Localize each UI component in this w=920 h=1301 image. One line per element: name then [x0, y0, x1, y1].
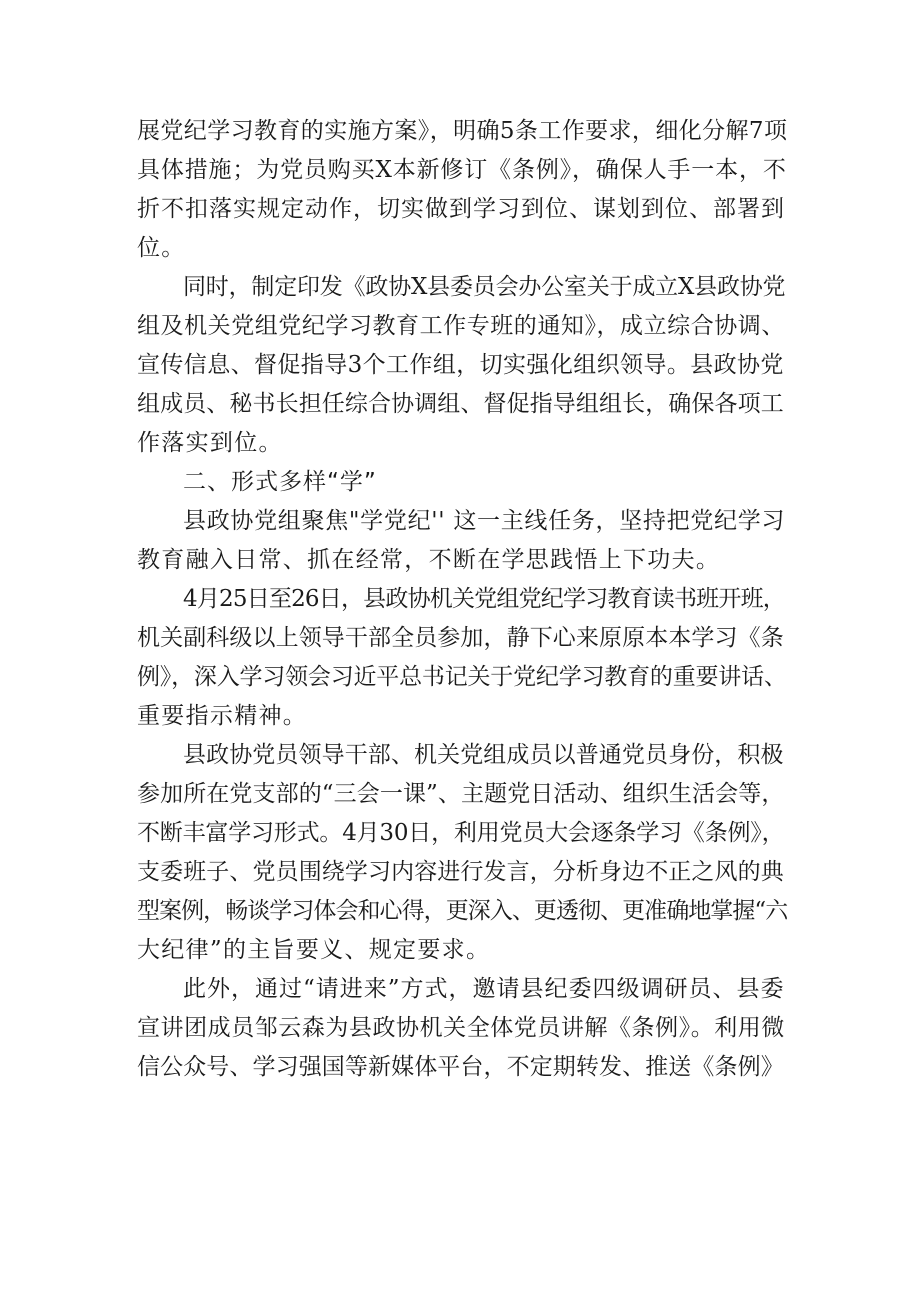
document-body — [137, 112, 787, 1087]
paragraph-line: 大纪律”的主旨要义、规定要求。 — [137, 937, 491, 963]
paragraph-line: 组成员、秘书长担任综合协调组、督促指导组组长，确保各项工 — [137, 391, 784, 417]
paragraph-line: 支委班子、党员围绕学习内容进行发言，分析身边不正之风的典 — [137, 859, 784, 885]
paragraph-line: 组及机关党组党纪学习教育工作专班的通知》，成立综合协调、 — [137, 313, 785, 339]
paragraph-line: 宣传信息、督促指导3个工作组，切实强化组织领导。县政协党 — [137, 352, 784, 378]
paragraph-line: 型案例，畅谈学习体会和心得，更深入、更透彻、更准确地掌握“六 — [137, 898, 788, 924]
paragraph-line: 机关副科级以上领导干部全员参加，静下心来原原本本学习《条 — [137, 625, 784, 651]
paragraph-line: 重要指示精神。 — [137, 703, 308, 729]
paragraph-line: 不断丰富学习形式。4月30日，利用党员大会逐条学习《条例》， — [137, 820, 785, 846]
paragraph-line: 宣讲团成员邹云森为县政协机关全体党员讲解《条例》。利用微 — [137, 1015, 785, 1041]
paragraph-line: 县政协党员领导干部、机关党组成员以普通党员身份，积极 — [183, 742, 784, 768]
paragraph-line: 4月25日至26日，县政协机关党组党纪学习教育读书班开班， — [183, 586, 785, 612]
paragraph-line: 信公众号、学习强国等新媒体平台，不定期转发、推送《条例》 — [137, 1054, 784, 1080]
paragraph-line: 位。 — [137, 235, 186, 261]
paragraph-line: 具体措施；为党员购买X本新修订《条例》，确保人手一本，不 — [137, 157, 787, 183]
paragraph-line: 例》，深入学习领会习近平总书记关于党纪学习教育的重要讲话、 — [137, 664, 787, 690]
paragraph-line: 县政协党组聚焦"学党纪'' 这一主线任务，坚持把党纪学习 — [183, 508, 786, 534]
paragraph-line: 作落实到位。 — [137, 430, 283, 456]
paragraph-line: 同时，制定印发《政协X县委员会办公室关于成立X县政协党 — [183, 274, 786, 300]
paragraph-line: 此外，通过“请进来”方式，邀请县纪委四级调研员、县委 — [183, 976, 785, 1002]
paragraph-line: 展党纪学习教育的实施方案》，明确5条工作要求，细化分解7项 — [137, 118, 788, 144]
section-heading: 二、形式多样“学” — [183, 469, 377, 495]
paragraph-line: 教育融入日常、抓在经常，不断在学思践悟上下功夫。 — [137, 547, 721, 573]
paragraph-line: 参加所在党支部的“三会一课”、主题党日活动、组织生活会等， — [137, 781, 785, 807]
paragraph-line: 折不扣落实规定动作，切实做到学习到位、谋划到位、部署到 — [137, 196, 785, 222]
